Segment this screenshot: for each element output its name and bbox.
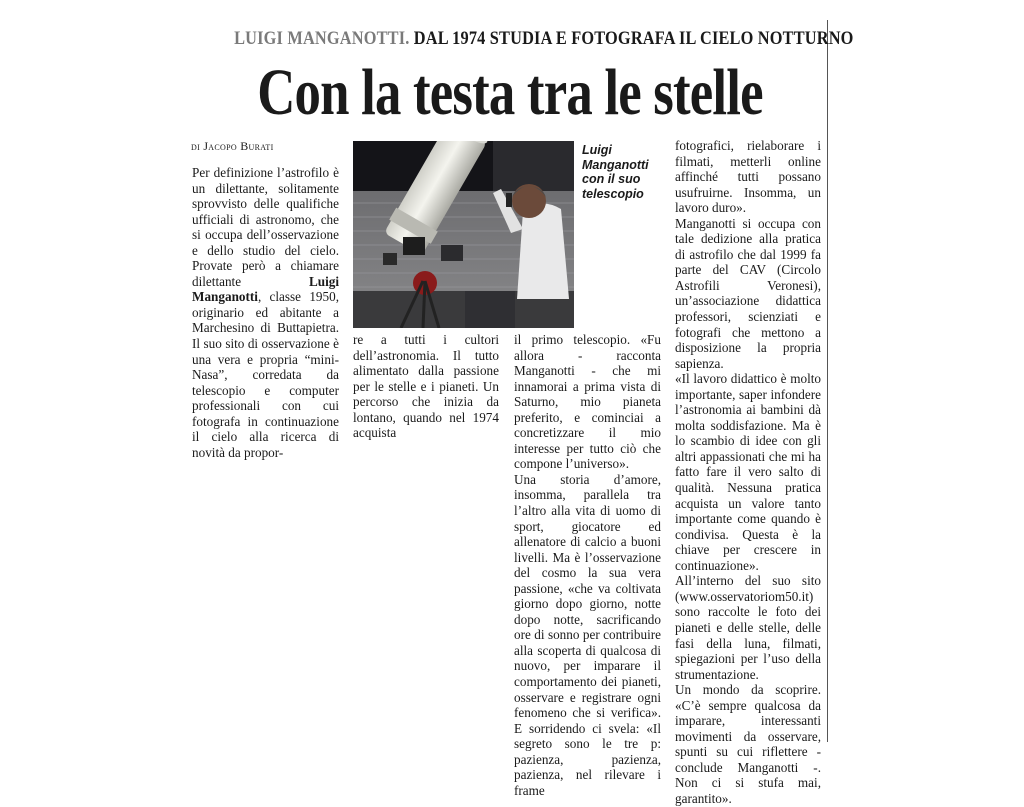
column-rule: [827, 20, 828, 742]
telescope-photo: [353, 141, 574, 328]
photo-caption: Luigi Manganotti con il suo telescopio: [582, 143, 649, 201]
article-column-4: [675, 138, 821, 807]
paragraph: fotografici, rielaborare i filmati, metterli online affinché tutti possano usufruirne. Insomma, un lavoro duro».: [675, 138, 821, 216]
photo-illustration: [353, 141, 574, 328]
article-column-1: [192, 165, 339, 460]
article-column-2: [353, 332, 499, 441]
kicker-text: DAL 1974 STUDIA E FOTOGRAFA IL CIELO NOTTURNO: [413, 28, 854, 49]
headline: Con la testa tra le stelle: [257, 56, 763, 129]
paragraph: il primo telescopio. «Fu allora - racconta Manganotti - che mi innamorai a prima vista di Saturno, mio pianeta preferito, e cominciai a concretizzare il mio interesse per tutto ciò che compone l’universo».: [514, 332, 661, 472]
paragraph: Per definizione l’astrofilo è un dilettante, solitamente sprovvisto delle qualifiche ufficiali di astronomo, che si occupa dell’osservazione e dello studio del cielo. Provate però a chiamare dilettante Luigi Manganotti, classe 1950, originario ed abitante a Marchesino di Buttapietra. Il suo sito di osservazione è una vera e propria “mini-Nasa”, corredata da telescopio e computer professionali con cui fotografa in continuazione il cielo alla ricerca di novità da propor-: [192, 165, 339, 460]
paragraph: Un mondo da scoprire. «C’è sempre qualcosa da imparare, interessanti movimenti da osservare, spunti su cui riflettere - conclude Manganotti -. Non ci si stufa mai, garantito».: [675, 682, 821, 806]
paragraph: Una storia d’amore, insomma, parallela tra l’altro alla vita di uomo di sport, giocatore ed allenatore di calcio a buoni livelli. Ma è l’osservazione del cosmo la sua vera passione, «che va coltivata giorno dopo giorno, notte dopo notte, sacrificando ore di sonno per contribuire alla scoperta di qualcosa di nuovo, per imparare il comportamento dei pianeti, osservare e registrare ogni fenomeno che si verifica». E sorridendo ci svela: «Il segreto sono le tre p: pazienza, pazienza, pazienza, nel rilevare i frame: [514, 471, 661, 798]
byline: di Jacopo Burati: [191, 139, 274, 153]
kicker: [234, 28, 854, 50]
subject-name: Luigi Manganotti: [192, 273, 339, 305]
article-column-3: [514, 332, 661, 798]
paragraph: All’interno del suo sito (www.osservatoriom50.it) sono raccolte le foto dei pianeti e delle stelle, delle fasi della luna, filmati, spiegazioni per l’uso della strumentazione.: [675, 573, 821, 682]
paragraph: Manganotti si occupa con tale dedizione alla pratica di astrofilo che dal 1999 fa parte del CAV (Circolo Astrofili Veronesi), un’associazione didattica professori, scienziati e fotografi che mettono a disposizione la propria sapienza.: [675, 215, 821, 371]
paragraph: re a tutti i cultori dell’astronomia. Il tutto alimentato dalla passione per le stelle e i pianeti. Un percorso che inizia da lontano, quando nel 1974 acquista: [353, 332, 499, 441]
paragraph: «Il lavoro didattico è molto importante, saper infondere l’astronomia ai bambini dà molta soddisfazione. Ma è lo scambio di idee con gli altri appassionati che mi ha fatto fare il vero salto di qualità. Nessuna pratica acquista un valore tanto importante come quando è condivisa. Questa è la chiave per crescere in continuazione».: [675, 371, 821, 573]
kicker-name: LUIGI MANGANOTTI.: [234, 28, 410, 49]
